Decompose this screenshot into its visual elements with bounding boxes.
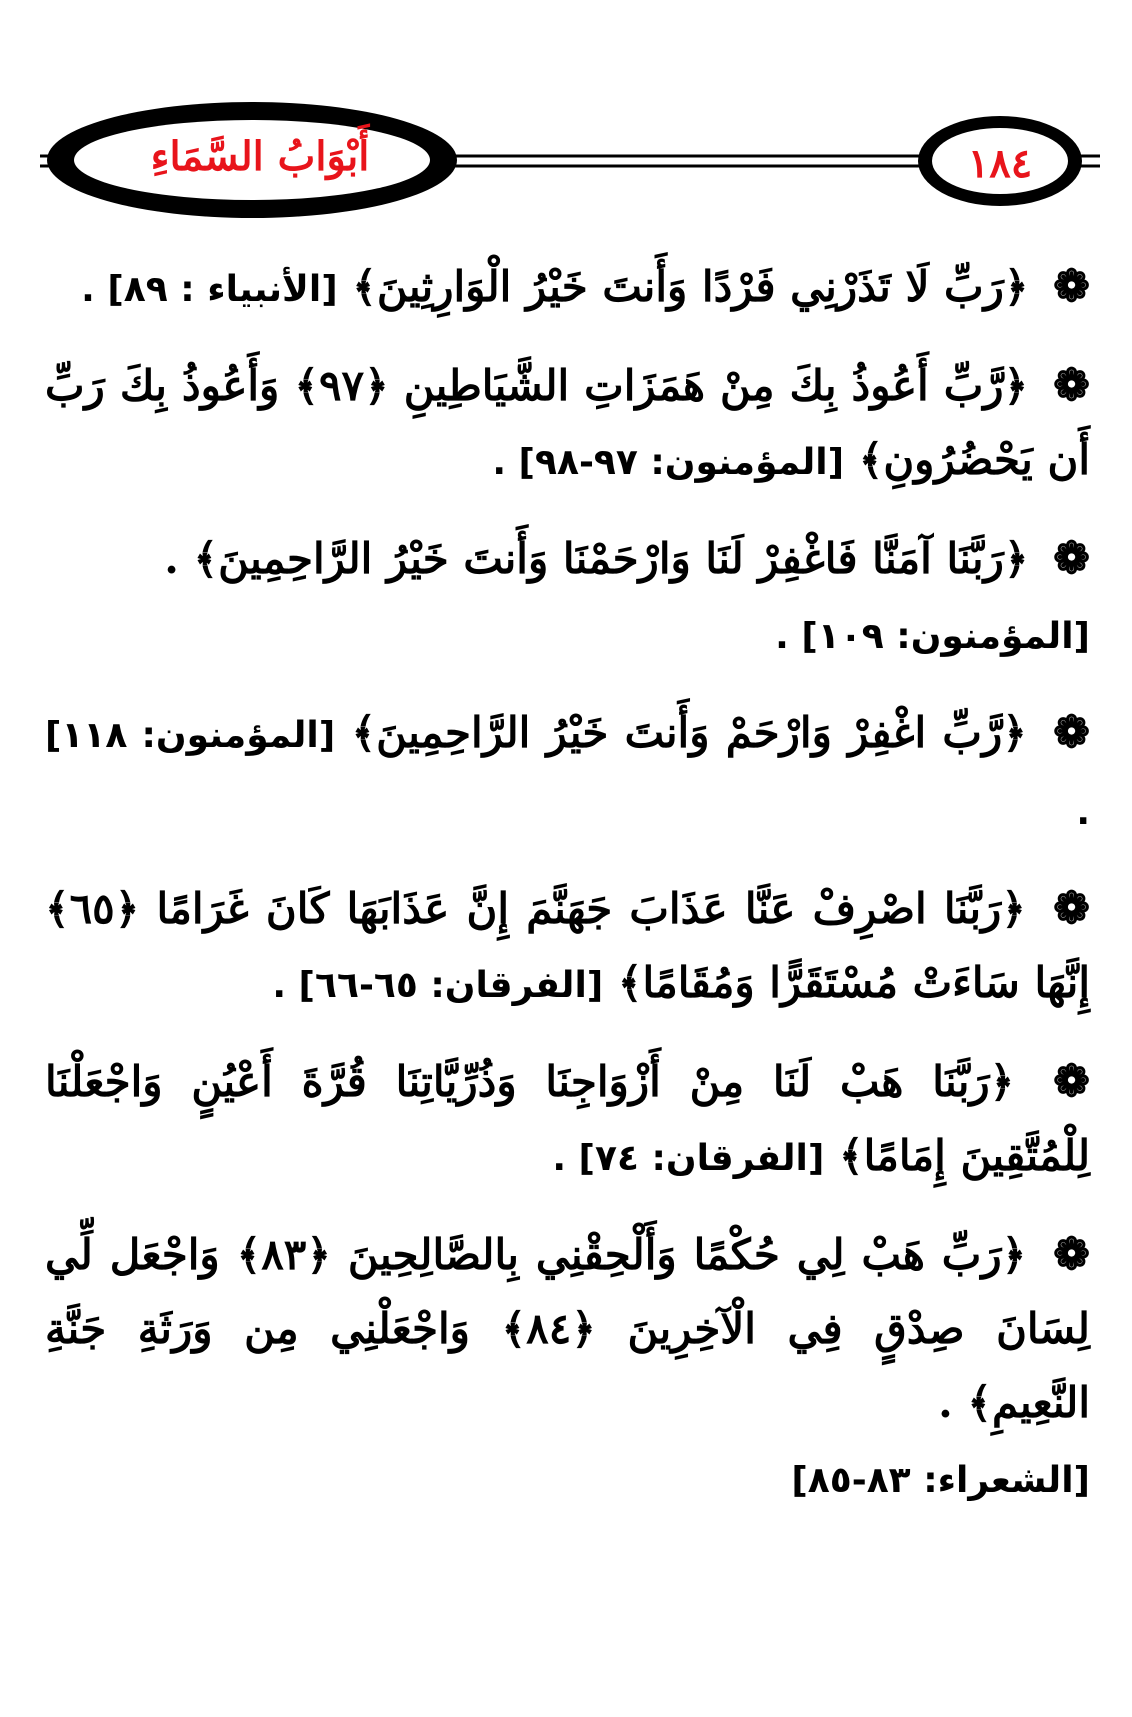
list-item (45, 250, 1090, 327)
list-item (45, 872, 1090, 1023)
verse-reference: [الفرقان: ٧٤] . (552, 1138, 825, 1179)
flower-bullet-icon: ❁ (1053, 533, 1090, 584)
verse-text: ﴿رَّبِّ أَعُوذُ بِكَ مِنْ هَمَزَاتِ الشَّيَاطِينِ ﴿٩٧﴾ وَأَعُوذُ بِكَ رَبِّ أَن يَحْضُرُونِ﴾ (45, 361, 1090, 484)
list-item (45, 522, 1090, 596)
list-item (45, 1218, 1090, 1440)
header-frame (0, 0, 1132, 230)
list-item (45, 349, 1090, 500)
verse-text: ﴿رَّبِّ اغْفِرْ وَارْحَمْ وَأَنتَ خَيْرُ الرَّاحِمِينَ﴾ (351, 708, 1027, 757)
page-title: أَبْوَابُ السَّمَاءِ (150, 133, 370, 180)
verse-text: ﴿رَبِّ لَا تَذَرْنِي فَرْدًا وَأَنتَ خَيْرُ الْوَارِثِينَ﴾ (352, 262, 1029, 311)
list-item (45, 696, 1090, 850)
page-number: ١٨٤ (967, 140, 1033, 187)
verse-reference: [الفرقان: ٦٥-٦٦] . (272, 965, 604, 1006)
verse-reference: [المؤمنون: ١٠٩] . (775, 616, 1090, 657)
verse-reference: [الأنبياء : ٨٩] . (81, 269, 338, 310)
verse-text: ﴿رَبَّنَا آمَنَّا فَاغْفِرْ لَنَا وَارْحَمْنَا وَأَنتَ خَيْرُ الرَّاحِمِينَ﴾ . (164, 534, 1029, 583)
flower-bullet-icon: ❁ (1053, 707, 1090, 758)
verse-text: ﴿رَبِّ هَبْ لِي حُكْمًا وَأَلْحِقْنِي بِالصَّالِحِينَ ﴿٨٣﴾ وَاجْعَل لِّي لِسَانَ صِدْقٍ فِي الْآخِرِينَ ﴿٨٤﴾ وَاجْعَلْنِي مِن وَرَثَةِ جَنَّةِ النَّعِيمِ﴾ . (45, 1230, 1090, 1427)
verse-reference: [الشعراء: ٨٣-٨٥] (791, 1460, 1090, 1501)
verse-reference: [المؤمنون: ١١٨] . (45, 715, 1090, 833)
list-item (45, 1045, 1090, 1196)
verse-text: ﴿رَبَّنَا اصْرِفْ عَنَّا عَذَابَ جَهَنَّمَ إِنَّ عَذَابَهَا كَانَ غَرَامًا ﴿٦٥﴾ إِنَّهَا سَاءَتْ مُسْتَقَرًّا وَمُقَامًا﴾ (45, 884, 1090, 1007)
verse-reference: [المؤمنون: ٩٧-٩٨] . (492, 442, 845, 483)
verse-text: ﴿رَبَّنَا هَبْ لَنَا مِنْ أَزْوَاجِنَا وَذُرِّيَّاتِنَا قُرَّةَ أَعْيُنٍ وَاجْعَلْنَا لِلْمُتَّقِينَ إِمَامًا﴾ (45, 1057, 1090, 1180)
flower-bullet-icon: ❁ (1053, 360, 1091, 411)
prayer-list (45, 250, 1090, 1540)
flower-bullet-icon: ❁ (1053, 883, 1090, 934)
flower-bullet-icon: ❁ (1053, 1229, 1091, 1280)
flower-bullet-icon: ❁ (1053, 261, 1090, 312)
flower-bullet-icon: ❁ (1053, 1056, 1090, 1107)
page-header (0, 0, 1132, 230)
